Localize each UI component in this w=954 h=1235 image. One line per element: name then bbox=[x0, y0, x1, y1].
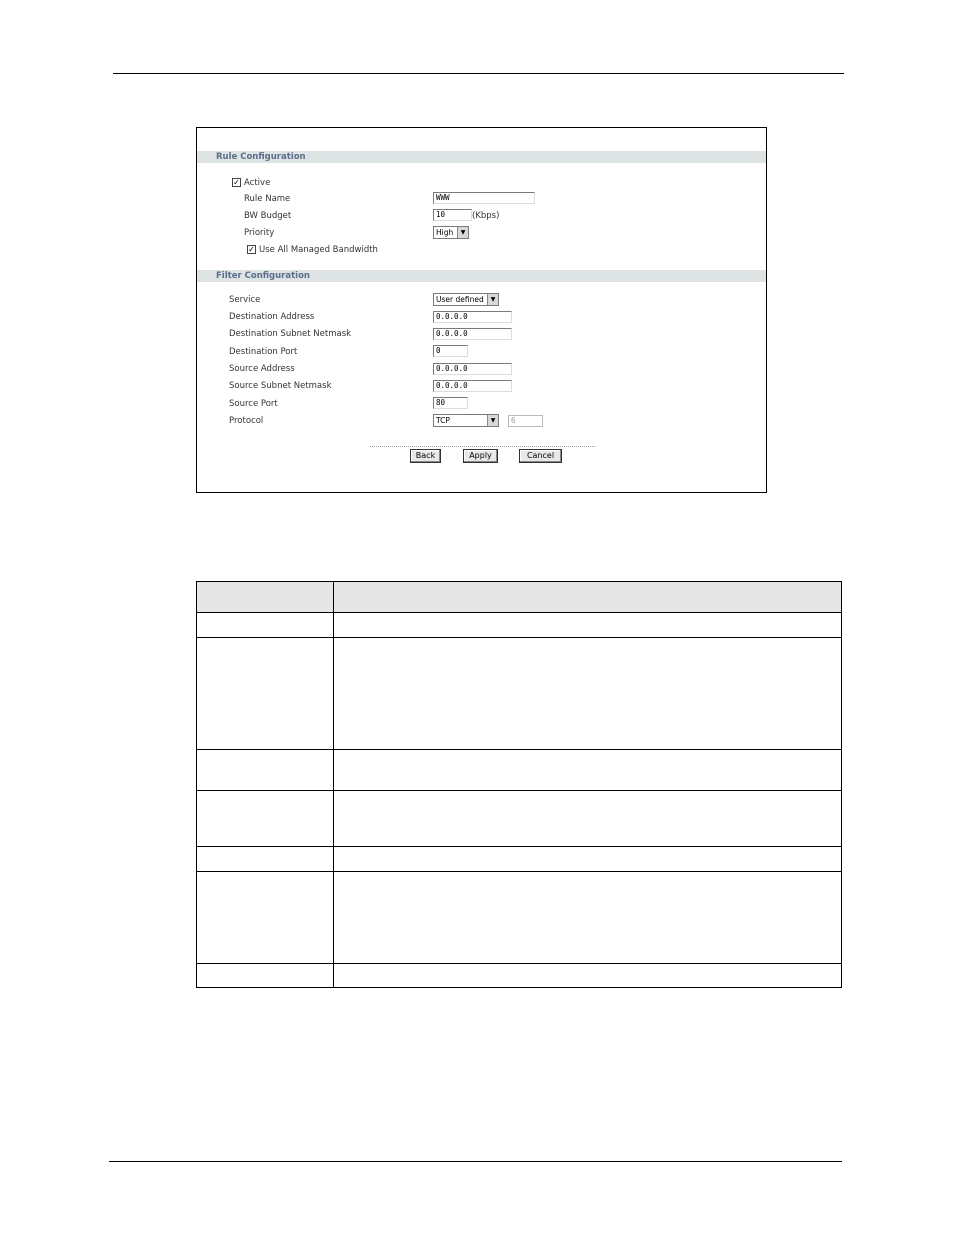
table-row-divider bbox=[197, 790, 841, 791]
bw-budget-label: BW Budget bbox=[244, 211, 292, 221]
dest-address-label: Destination Address bbox=[229, 312, 315, 322]
service-value: User defined bbox=[436, 295, 484, 304]
table-row-divider bbox=[197, 871, 841, 872]
cancel-button[interactable]: Cancel bbox=[519, 449, 562, 463]
rule-config-header: Rule Configuration bbox=[197, 151, 766, 163]
use-all-bandwidth-checkbox[interactable] bbox=[247, 245, 256, 254]
bw-budget-input[interactable]: 10 bbox=[433, 209, 472, 221]
footer-rule bbox=[109, 1161, 842, 1162]
dest-port-input[interactable]: 0 bbox=[433, 345, 468, 357]
src-netmask-input[interactable]: 0.0.0.0 bbox=[433, 380, 512, 392]
check-icon: ✓ bbox=[248, 245, 255, 254]
apply-button[interactable]: Apply bbox=[463, 449, 498, 463]
src-netmask-label: Source Subnet Netmask bbox=[229, 381, 332, 391]
service-label: Service bbox=[229, 295, 261, 305]
dest-netmask-label: Destination Subnet Netmask bbox=[229, 329, 352, 339]
use-all-bandwidth-label: Use All Managed Bandwidth bbox=[259, 245, 378, 255]
back-button[interactable]: Back bbox=[410, 449, 441, 463]
protocol-select[interactable] bbox=[433, 414, 499, 427]
table-row-divider bbox=[197, 637, 841, 638]
rule-name-input[interactable]: WWW bbox=[433, 192, 535, 204]
src-port-input[interactable]: 80 bbox=[433, 397, 468, 409]
src-address-label: Source Address bbox=[229, 364, 295, 374]
check-icon: ✓ bbox=[233, 178, 240, 187]
service-select[interactable] bbox=[433, 293, 499, 306]
rule-config-screenshot bbox=[196, 127, 767, 493]
filter-config-header: Filter Configuration bbox=[197, 270, 766, 282]
dest-port-label: Destination Port bbox=[229, 347, 298, 357]
protocol-label: Protocol bbox=[229, 416, 264, 426]
bw-budget-unit: (Kbps) bbox=[472, 211, 500, 221]
table-row-divider bbox=[197, 846, 841, 847]
button-divider bbox=[370, 446, 595, 447]
table-row-divider bbox=[197, 749, 841, 750]
table-column-divider bbox=[333, 582, 334, 987]
dest-netmask-input[interactable]: 0.0.0.0 bbox=[433, 328, 512, 340]
chevron-down-icon: ▼ bbox=[487, 294, 498, 305]
active-checkbox[interactable] bbox=[232, 178, 241, 187]
table-row-divider bbox=[197, 612, 841, 613]
priority-value: High bbox=[436, 228, 454, 237]
header-rule bbox=[113, 73, 844, 74]
table-header bbox=[197, 582, 841, 612]
chevron-down-icon: ▼ bbox=[487, 415, 498, 426]
src-port-label: Source Port bbox=[229, 399, 278, 409]
dest-address-input[interactable]: 0.0.0.0 bbox=[433, 311, 512, 323]
priority-select[interactable] bbox=[433, 226, 469, 239]
src-address-input[interactable]: 0.0.0.0 bbox=[433, 363, 512, 375]
protocol-number-input: 6 bbox=[508, 415, 543, 427]
rule-name-label: Rule Name bbox=[244, 194, 291, 204]
table-row-divider bbox=[197, 963, 841, 964]
active-label: Active bbox=[244, 178, 271, 188]
chevron-down-icon: ▼ bbox=[457, 227, 468, 238]
priority-label: Priority bbox=[244, 228, 275, 238]
field-description-table bbox=[196, 581, 842, 988]
protocol-value: TCP bbox=[436, 416, 450, 425]
